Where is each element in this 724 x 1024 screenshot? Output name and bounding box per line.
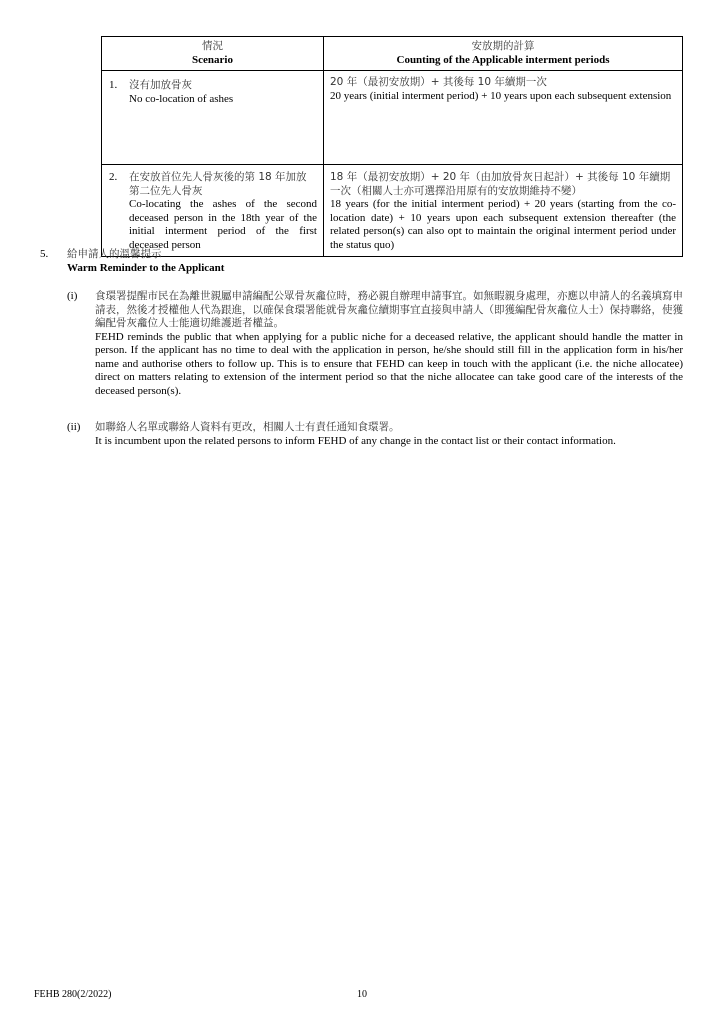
page-number: 10 bbox=[357, 989, 367, 1000]
counting-en: 20 years (initial interment period) + 10 years upon each subsequent extension bbox=[330, 89, 672, 102]
scenario-zh: 在安放首位先人骨灰後的第 18 年加放第二位先人骨灰 bbox=[129, 171, 307, 197]
item-text-zh: 如聯絡人名單或聯絡人資料有更改，相關人士有責任通知食環署。 bbox=[95, 421, 400, 433]
item-label: (ii) bbox=[67, 421, 81, 433]
scenario-cell bbox=[102, 71, 324, 165]
table-row bbox=[102, 71, 683, 165]
section-5-heading bbox=[40, 248, 688, 275]
reminder-item-ii bbox=[67, 421, 683, 448]
item-text-en: FEHD reminds the public that when applying for a public niche for a deceased relative, the applicant should handle the matter in person. If the applicant has no time to deal with the application in person, he/she should still fill in the application form in his/her name and authorise others to follow up. This is to ensure that FEHD can keep in touch with the applicant (i.e. the niche allocatee) direct on matters relating to extension of the interment period so that the niche allocatee can take good care of the interests of the deceased person(s). bbox=[95, 330, 683, 397]
item-text-zh: 食環署提醒市民在為離世親屬申請編配公眾骨灰龕位時，務必親自辦理申請事宜。如無暇親身處理，亦應以申請人的名義填寫申請表，然後才授權他人代為跟進，以確保食環署能就骨灰龕位續期事宜直接與申請人（即獲編配骨灰龕位人士）保持聯絡，使獲編配骨灰龕位人士能適切維護逝者權益。 bbox=[95, 290, 683, 329]
reminder-item-i bbox=[67, 290, 683, 398]
section-title-en: Warm Reminder to the Applicant bbox=[67, 261, 225, 274]
form-code: FEHB 280(2/2022) bbox=[34, 989, 112, 1000]
row-number: 1. bbox=[109, 79, 118, 91]
section-title-zh: 給申請人的溫馨提示 bbox=[67, 248, 162, 260]
counting-zh: 20 年（最初安放期）+ 其後每 10 年續期一次 bbox=[330, 76, 547, 88]
scenario-en: Co-locating the ashes of the second deceased person in the 18th year of the initial interment period of the first deceased person bbox=[129, 198, 317, 251]
scenario-en: No co-location of ashes bbox=[129, 92, 234, 105]
item-text-en: It is incumbent upon the related persons to inform FEHD of any change in the contact list or their contact information. bbox=[95, 434, 616, 447]
table-header-row bbox=[102, 37, 683, 71]
header-scenario-en: Scenario bbox=[192, 53, 233, 66]
scenario-zh: 沒有加放骨灰 bbox=[129, 79, 192, 91]
interment-period-table bbox=[101, 36, 683, 257]
counting-en: 18 years (for the initial interment period) + 20 years (starting from the co-location date) + 10 years upon each subsequent extension thereafter (the related person(s) can also opt to maintain the original interment period under the status quo) bbox=[330, 198, 676, 251]
item-label: (i) bbox=[67, 290, 78, 302]
counting-cell bbox=[324, 71, 683, 165]
counting-cell bbox=[324, 165, 683, 257]
section-number: 5. bbox=[40, 248, 49, 260]
header-counting-zh: 安放期的計算 bbox=[471, 40, 535, 52]
header-counting bbox=[324, 37, 683, 71]
header-counting-en: Counting of the Applicable interment periods bbox=[396, 53, 610, 66]
header-scenario bbox=[102, 37, 324, 71]
row-number: 2. bbox=[109, 171, 118, 183]
scenario-cell bbox=[102, 165, 324, 257]
table-row bbox=[102, 165, 683, 257]
counting-zh: 18 年（最初安放期）+ 20 年（由加放骨灰日起計）+ 其後每 10 年續期一次（相關人士亦可選擇沿用原有的安放期維持不變） bbox=[330, 171, 671, 197]
header-scenario-zh: 情況 bbox=[202, 40, 223, 52]
